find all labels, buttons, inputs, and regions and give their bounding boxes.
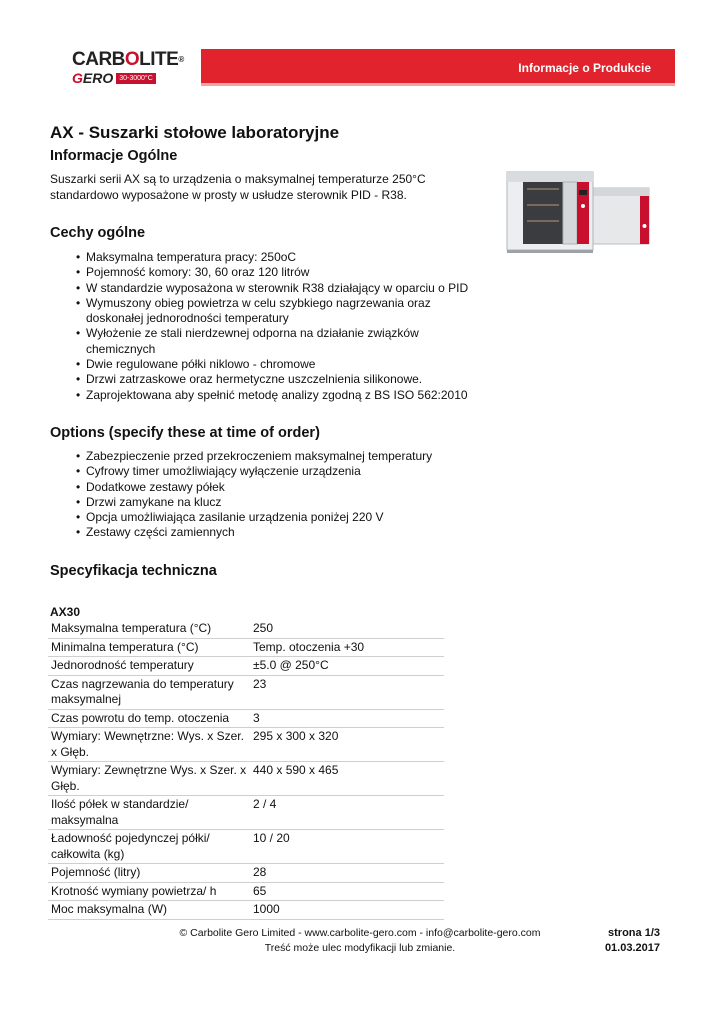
- banner-text: Informacje o Produkcie: [518, 61, 651, 75]
- spec-value: Temp. otoczenia +30: [250, 638, 444, 657]
- spec-key: Krotność wymiany powietrza/ h: [48, 882, 250, 901]
- spec-value: 28: [250, 864, 444, 883]
- spec-key: Ładowność pojedynczej półki/ całkowita (kg): [48, 830, 250, 864]
- list-item: • Zestawy części zamiennych: [76, 525, 496, 540]
- features-list: [76, 250, 476, 403]
- list-item: • Pojemność komory: 30, 60 oraz 120 litrów: [76, 265, 476, 280]
- options-heading: Options (specify these at time of order): [50, 425, 320, 441]
- table-row: [48, 728, 444, 762]
- logo-temperature-range: 30-3000°C: [116, 73, 156, 84]
- spec-value: 23: [250, 675, 444, 709]
- table-row: [48, 882, 444, 901]
- table-row: [48, 762, 444, 796]
- table-row: [48, 675, 444, 709]
- spec-value: 65: [250, 882, 444, 901]
- spec-value: 295 x 300 x 320: [250, 728, 444, 762]
- footer-copyright: © Carbolite Gero Limited - www.carbolite-gero.com - info@carbolite-gero.com: [179, 927, 541, 939]
- spec-table: [48, 620, 444, 920]
- table-row: [48, 796, 444, 830]
- product-image: [503, 166, 659, 256]
- spec-heading: Specyfikacja techniczna: [50, 563, 217, 579]
- list-item: • Wymuszony obieg powietrza w celu szybkiego nagrzewania oraz doskonałej jednorodności temperatury: [76, 296, 476, 327]
- spec-value: 2 / 4: [250, 796, 444, 830]
- spec-key: Minimalna temperatura (°C): [48, 638, 250, 657]
- footer-meta: [590, 926, 660, 956]
- list-item: • Zaprojektowana aby spełnić metodę analizy zgodną z BS ISO 562:2010: [76, 388, 476, 403]
- list-item: • Dodatkowe zestawy półek: [76, 480, 496, 495]
- spec-key: Pojemność (litry): [48, 864, 250, 883]
- list-item: • Opcja umożliwiająca zasilanie urządzenia poniżej 220 V: [76, 510, 496, 525]
- spec-key: Moc maksymalna (W): [48, 901, 250, 920]
- page-number: strona 1/3: [608, 927, 660, 939]
- table-row: [48, 709, 444, 728]
- list-item: • Wyłożenie ze stali nierdzewnej odporna na działanie związków chemicznych: [76, 326, 476, 357]
- table-row: [48, 638, 444, 657]
- spec-key: Czas powrotu do temp. otoczenia: [48, 709, 250, 728]
- spec-value: 3: [250, 709, 444, 728]
- table-row: [48, 620, 444, 638]
- options-list: [76, 449, 496, 541]
- list-item: • Zabezpieczenie przed przekroczeniem maksymalnej temperatury: [76, 449, 496, 464]
- logo-gero-wordmark: GERO: [72, 70, 114, 86]
- general-description: Suszarki serii AX są to urządzenia o maksymalnej temperaturze 250°C standardowo wyposażone w prosty w usłudze sterownik PID - R38.: [50, 172, 426, 202]
- spec-value: 10 / 20: [250, 830, 444, 864]
- spec-value: ±5.0 @ 250°C: [250, 657, 444, 676]
- spec-key: Wymiary: Wewnętrzne: Wys. x Szer. x Głęb.: [48, 728, 250, 762]
- table-row: [48, 657, 444, 676]
- spec-key: Maksymalna temperatura (°C): [48, 620, 250, 638]
- logo-carbolite-wordmark: CARBOLITE®: [72, 49, 184, 70]
- spec-value: 1000: [250, 901, 444, 920]
- spec-model-label: AX30: [50, 605, 81, 619]
- table-row: [48, 830, 444, 864]
- spec-value: 440 x 590 x 465: [250, 762, 444, 796]
- table-row: [48, 901, 444, 920]
- list-item: • W standardzie wyposażona w sterownik R38 działający w oparciu o PID: [76, 281, 476, 296]
- header-banner: [201, 49, 675, 86]
- features-heading: Cechy ogólne: [50, 225, 146, 241]
- table-row: [48, 864, 444, 883]
- list-item: • Drzwi zamykane na klucz: [76, 495, 496, 510]
- general-heading: Informacje Ogólne: [50, 148, 178, 164]
- spec-key: Wymiary: Zewnętrzne Wys. x Szer. x Głęb.: [48, 762, 250, 796]
- list-item: • Cyfrowy timer umożliwiający wyłączenie urządzenia: [76, 464, 496, 479]
- spec-key: Jednorodność temperatury: [48, 657, 250, 676]
- footer-contact: [171, 926, 549, 956]
- carbolite-gero-logo: [72, 50, 182, 90]
- page-title: AX - Suszarki stołowe laboratoryjne: [50, 123, 340, 142]
- list-item: • Drzwi zatrzaskowe oraz hermetyczne uszczelnienia silikonowe.: [76, 372, 476, 387]
- spec-key: Czas nagrzewania do temperatury maksymalnej: [48, 675, 250, 709]
- list-item: • Dwie regulowane półki niklowo - chromowe: [76, 357, 476, 372]
- spec-value: 250: [250, 620, 444, 638]
- spec-key: Ilość półek w standardzie/ maksymalna: [48, 796, 250, 830]
- footer-disclaimer: Treść może ulec modyfikacji lub zmianie.: [264, 942, 456, 954]
- document-date: 01.03.2017: [604, 942, 660, 954]
- list-item: • Maksymalna temperatura pracy: 250oC: [76, 250, 476, 265]
